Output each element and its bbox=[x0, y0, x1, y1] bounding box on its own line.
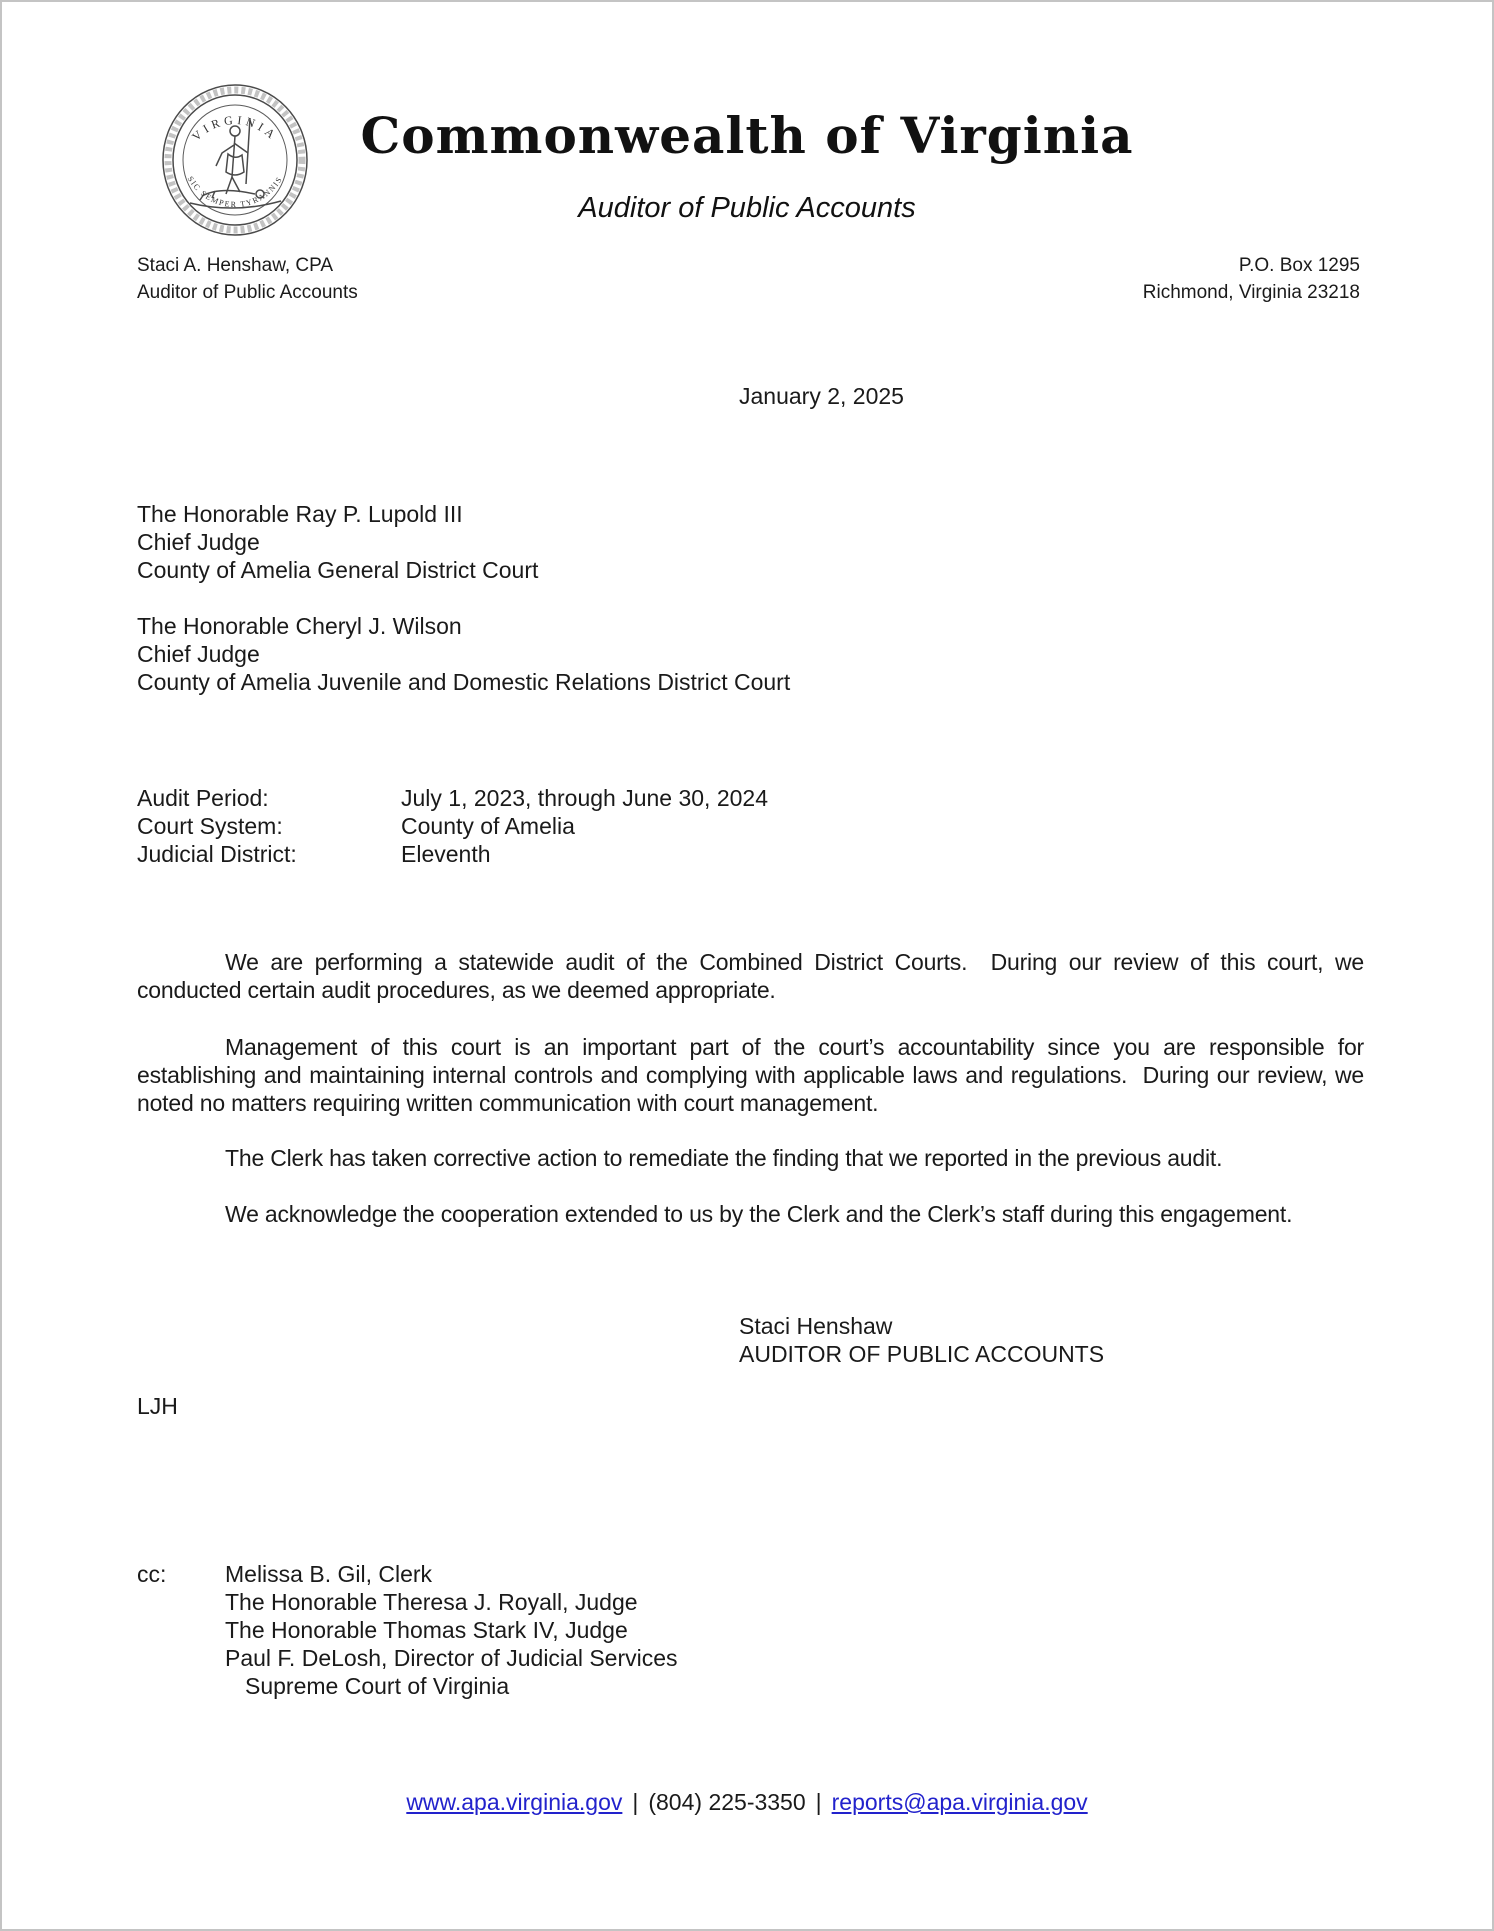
letterhead-title: Commonwealth of Virginia bbox=[360, 106, 1134, 165]
email-link[interactable]: reports@apa.virginia.gov bbox=[831, 1789, 1088, 1815]
auditor-title: Auditor of Public Accounts bbox=[137, 282, 358, 303]
cc-entry: Paul F. DeLosh, Director of Judicial Services bbox=[225, 1645, 678, 1671]
audit-period-label: Audit Period: bbox=[137, 785, 269, 811]
cc-entries bbox=[225, 1560, 678, 1700]
judicial-district-value: Eleventh bbox=[401, 841, 491, 867]
svg-text:VIRGINIA: VIRGINIA bbox=[189, 112, 281, 144]
body-paragraph-4: We acknowledge the cooperation extended to us by the Clerk and the Clerk’s staff during this engagement. bbox=[225, 1201, 1293, 1227]
body-paragraph-2: Management of this court is an important part of the court’s accountability since you are responsible for establishing and maintaining internal controls and complying with applicable laws and regulations. During our review, we noted no matters requiring written communication with court management. bbox=[137, 1034, 1371, 1116]
recipient-block-1 bbox=[137, 500, 538, 584]
recipient-name: The Honorable Cheryl J. Wilson bbox=[137, 613, 462, 639]
footer-separator: | bbox=[632, 1789, 639, 1815]
recipient-title: Chief Judge bbox=[137, 641, 260, 667]
cc-entry: Melissa B. Gil, Clerk bbox=[225, 1561, 433, 1587]
signature-block bbox=[739, 1312, 1104, 1368]
phone-number: (804) 225-3350 bbox=[648, 1789, 806, 1815]
court-system-value: County of Amelia bbox=[401, 813, 575, 839]
cc-entry: The Honorable Theresa J. Royall, Judge bbox=[225, 1589, 638, 1615]
body-paragraph-1: We are performing a statewide audit of the Combined District Courts. During our review of this court, we conducted certain audit procedures, as we deemed appropriate. bbox=[137, 949, 1371, 1003]
cc-sub-entry: Supreme Court of Virginia bbox=[245, 1673, 510, 1699]
signature-title: AUDITOR OF PUBLIC ACCOUNTS bbox=[739, 1341, 1105, 1367]
footer-contact-line bbox=[2, 1789, 1492, 1816]
body-paragraph-3: The Clerk has taken corrective action to remediate the finding that we reported in the previous audit. bbox=[225, 1145, 1223, 1171]
court-system-label: Court System: bbox=[137, 813, 283, 839]
recipient-block-2 bbox=[137, 612, 790, 696]
letterhead-subtitle: Auditor of Public Accounts bbox=[578, 192, 916, 224]
recipient-title: Chief Judge bbox=[137, 529, 260, 555]
signature-name: Staci Henshaw bbox=[739, 1313, 893, 1339]
website-link[interactable]: www.apa.virginia.gov bbox=[406, 1789, 623, 1815]
cc-label: cc: bbox=[137, 1561, 167, 1587]
recipient-court: County of Amelia General District Court bbox=[137, 557, 539, 583]
audit-info-row bbox=[137, 784, 768, 812]
cc-entry: The Honorable Thomas Stark IV, Judge bbox=[225, 1617, 628, 1643]
auditor-contact-block bbox=[137, 252, 358, 306]
letter-date: January 2, 2025 bbox=[739, 383, 904, 409]
judicial-district-label: Judicial District: bbox=[137, 841, 297, 867]
cc-block bbox=[137, 1560, 678, 1700]
po-box: P.O. Box 1295 bbox=[1238, 255, 1360, 276]
typist-initials: LJH bbox=[137, 1393, 178, 1419]
recipient-name: The Honorable Ray P. Lupold III bbox=[137, 501, 463, 527]
auditor-name: Staci A. Henshaw, CPA bbox=[137, 255, 334, 276]
audit-period-value: July 1, 2023, through June 30, 2024 bbox=[401, 785, 769, 811]
city-state-zip: Richmond, Virginia 23218 bbox=[1142, 282, 1360, 303]
audit-info-block bbox=[137, 784, 768, 868]
footer-separator: | bbox=[815, 1789, 822, 1815]
recipient-court: County of Amelia Juvenile and Domestic Relations District Court bbox=[137, 669, 791, 695]
audit-info-row bbox=[137, 812, 768, 840]
svg-text:SIC SEMPER TYRANNIS: SIC SEMPER TYRANNIS bbox=[185, 174, 285, 210]
audit-info-row bbox=[137, 840, 768, 868]
office-address-block bbox=[1143, 252, 1360, 306]
